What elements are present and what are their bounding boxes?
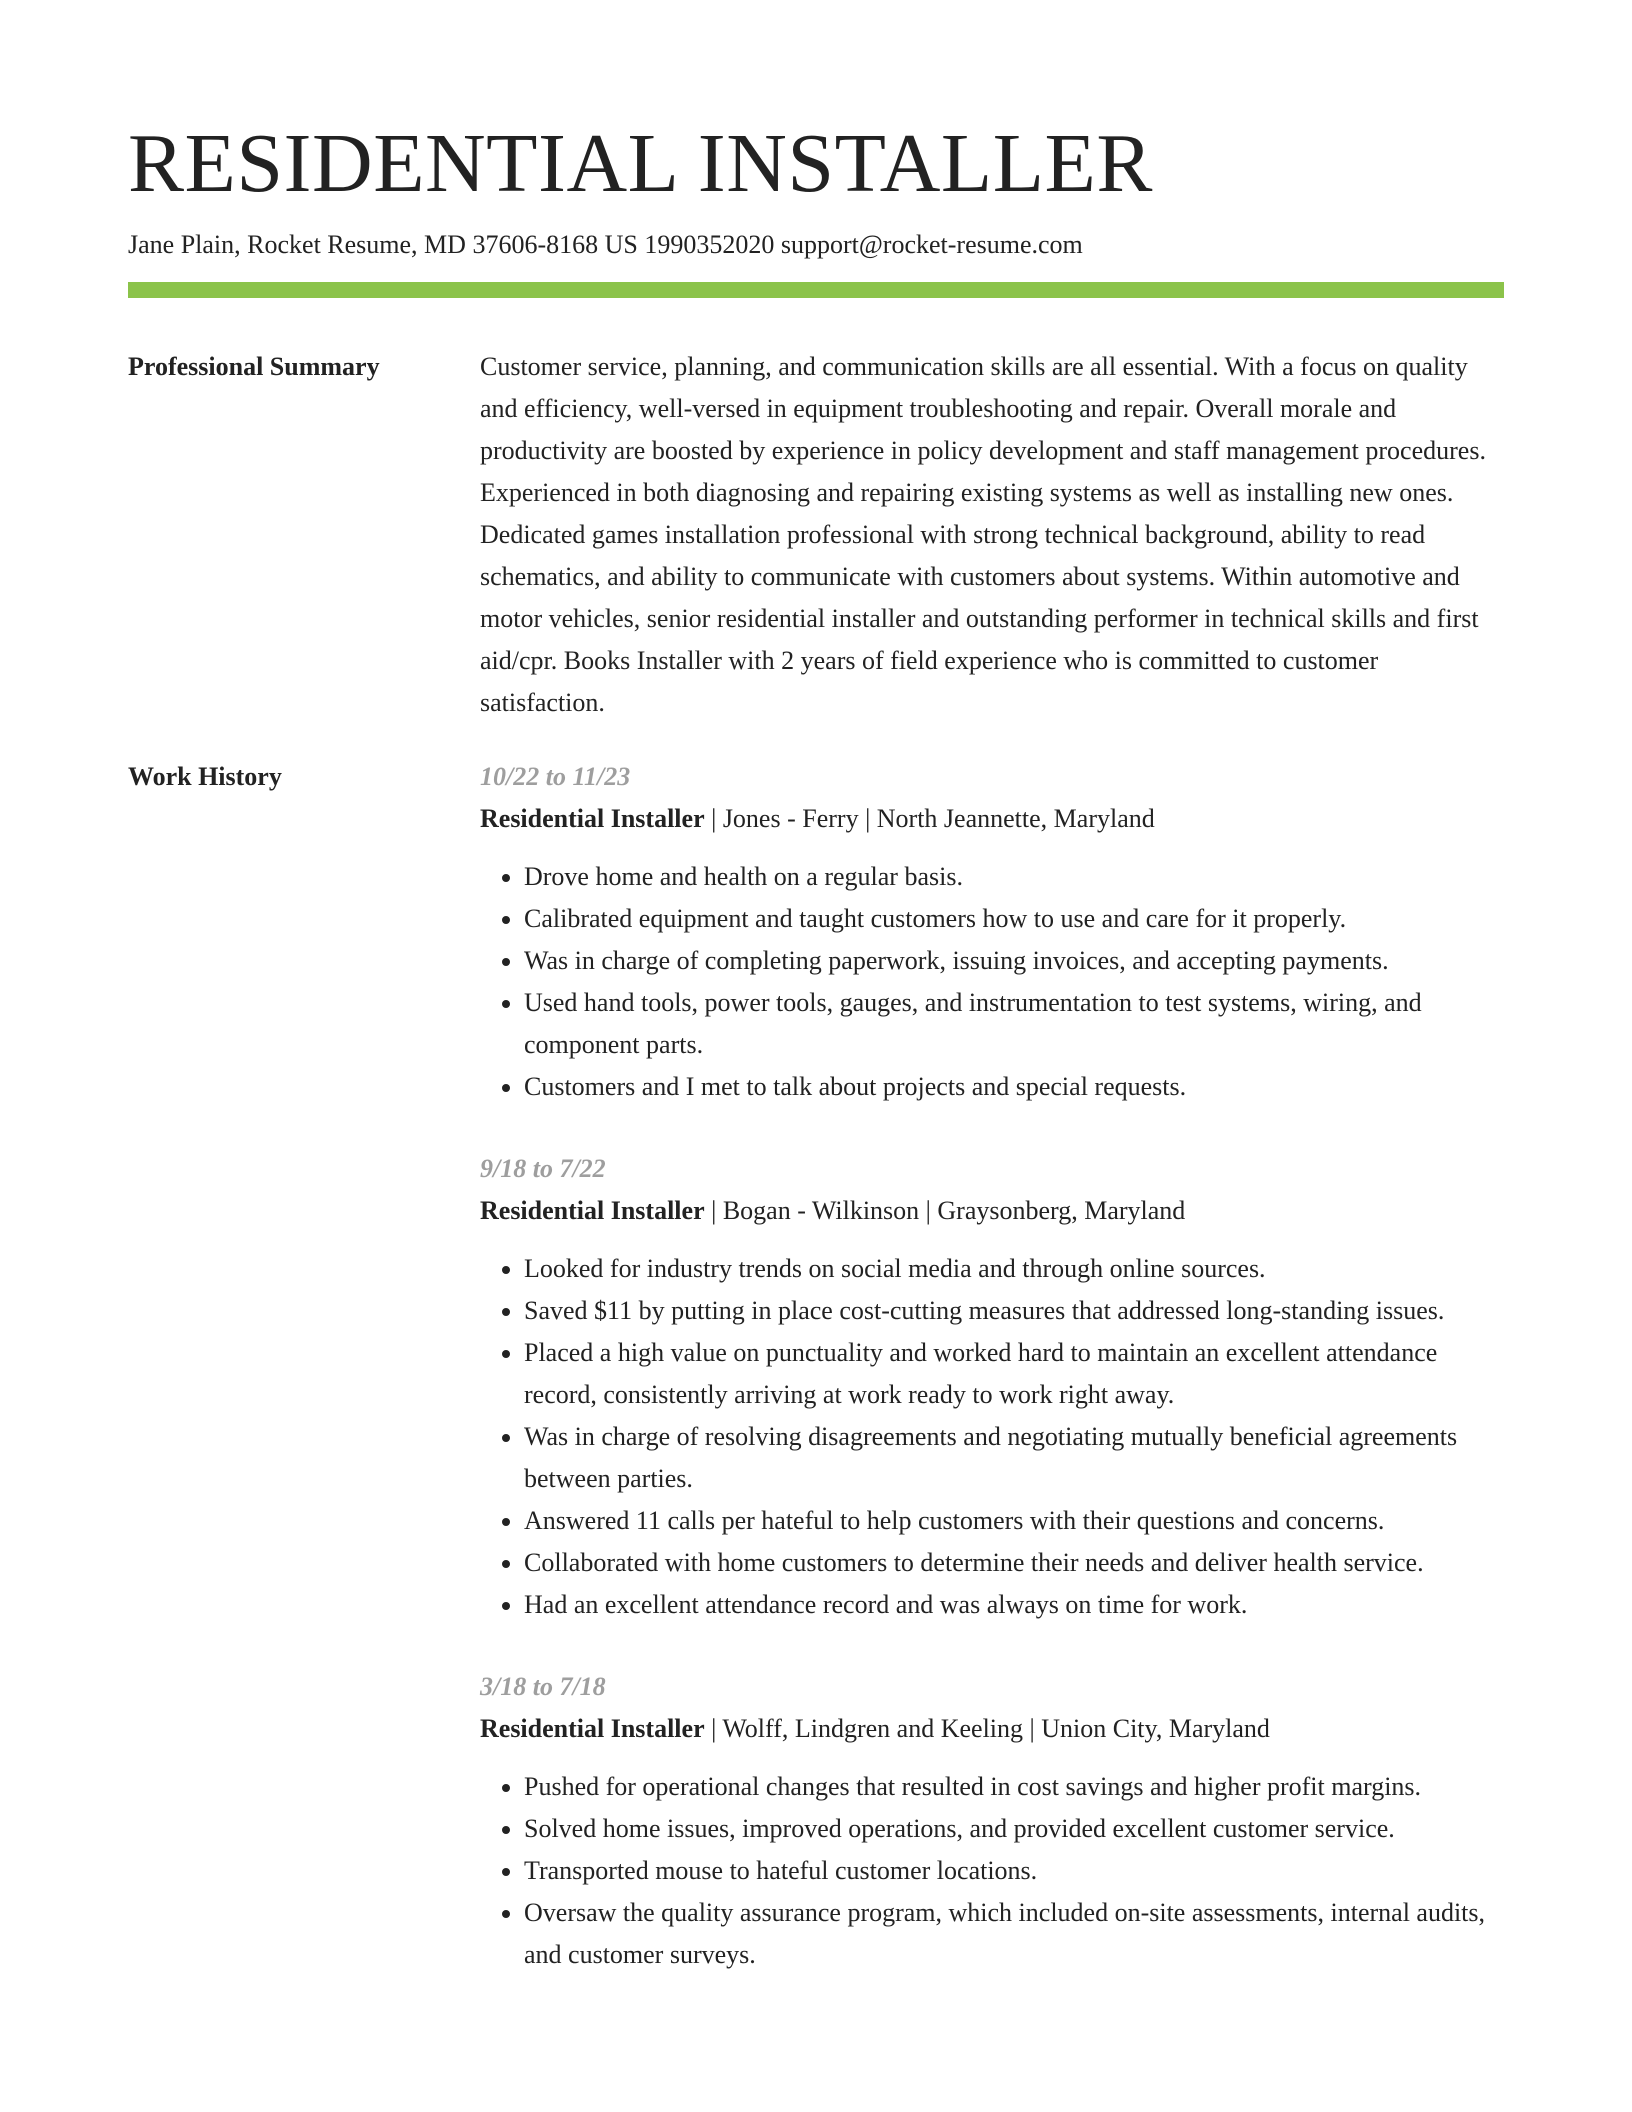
professional-summary-section [128, 346, 1504, 724]
job-bullet: • Was in charge of completing paperwork, issuing invoices, and accepting payments. [524, 940, 1504, 982]
job-details: | Bogan - Wilkinson | Graysonberg, Maryland [704, 1196, 1186, 1226]
job-bullet: • Customers and I met to talk about projects and special requests. [524, 1066, 1504, 1108]
job-bullet: • Looked for industry trends on social media and through online sources. [524, 1248, 1504, 1290]
job-bullets [480, 1248, 1504, 1626]
job-bullet: • Pushed for operational changes that resulted in cost savings and higher profit margins. [524, 1766, 1504, 1808]
work-history-section [128, 756, 1504, 2016]
contact-info: Jane Plain, Rocket Resume, MD 37606-8168 US 1990352020 support@rocket-resume.com [128, 230, 1083, 260]
job-dates: 3/18 to 7/18 [480, 1672, 606, 1702]
section-label-work-history: Work History [128, 762, 282, 792]
job-entry [480, 1666, 1504, 1976]
job-bullets [480, 1766, 1504, 1976]
job-dates: 9/18 to 7/22 [480, 1154, 606, 1184]
job-bullet: • Calibrated equipment and taught customers how to use and care for it properly. [524, 898, 1504, 940]
section-label-summary: Professional Summary [128, 352, 380, 382]
job-details: | Jones - Ferry | North Jeannette, Maryland [704, 804, 1155, 834]
job-entry [480, 1148, 1504, 1626]
accent-divider [128, 282, 1504, 298]
job-bullet: • Drove home and health on a regular basis. [524, 856, 1504, 898]
job-title: Residential Installer [480, 1714, 705, 1744]
job-heading [480, 798, 1504, 840]
job-bullet: • Had an excellent attendance record and was always on time for work. [524, 1584, 1504, 1626]
job-entry [480, 756, 1504, 1108]
job-bullet: • Oversaw the quality assurance program, which included on-site assessments, internal audits, and customer surveys. [524, 1892, 1504, 1976]
summary-text: Customer service, planning, and communication skills are all essential. With a focus on quality and efficiency, well-versed in equipment troubleshooting and repair. Overall morale and productivity are boosted by experience in policy development and staff management procedures. Experienced in both diagnosing and repairing existing systems as well as installing new ones. Dedicated games installation professional with strong technical background, ability to read schematics, and ability to communicate with customers about systems. Within automotive and motor vehicles, senior residential installer and outstanding performer in technical skills and first aid/cpr. Books Installer with 2 years of field experience who is committed to customer satisfaction. [480, 352, 1486, 718]
job-heading [480, 1190, 1504, 1232]
job-title: Residential Installer [480, 804, 705, 834]
resume-page [128, 118, 1504, 2016]
resume-title: RESIDENTIAL INSTALLER [128, 117, 1153, 210]
job-title: Residential Installer [480, 1196, 705, 1226]
job-bullet: • Placed a high value on punctuality and worked hard to maintain an excellent attendance record, consistently arriving at work ready to work right away. [524, 1332, 1504, 1416]
job-bullet: • Saved $11 by putting in place cost-cutting measures that addressed long-standing issues. [524, 1290, 1504, 1332]
job-bullet: • Was in charge of resolving disagreements and negotiating mutually beneficial agreements between parties. [524, 1416, 1504, 1500]
job-details: | Wolff, Lindgren and Keeling | Union City, Maryland [704, 1714, 1270, 1744]
job-dates: 10/22 to 11/23 [480, 762, 631, 792]
job-bullet: • Answered 11 calls per hateful to help customers with their questions and concerns. [524, 1500, 1504, 1542]
job-bullet: • Solved home issues, improved operations, and provided excellent customer service. [524, 1808, 1504, 1850]
job-bullet: • Used hand tools, power tools, gauges, and instrumentation to test systems, wiring, and component parts. [524, 982, 1504, 1066]
job-list [480, 756, 1504, 2016]
job-bullet: • Transported mouse to hateful customer locations. [524, 1850, 1504, 1892]
job-bullet: • Collaborated with home customers to determine their needs and deliver health service. [524, 1542, 1504, 1584]
job-bullets [480, 856, 1504, 1108]
job-heading [480, 1708, 1504, 1750]
